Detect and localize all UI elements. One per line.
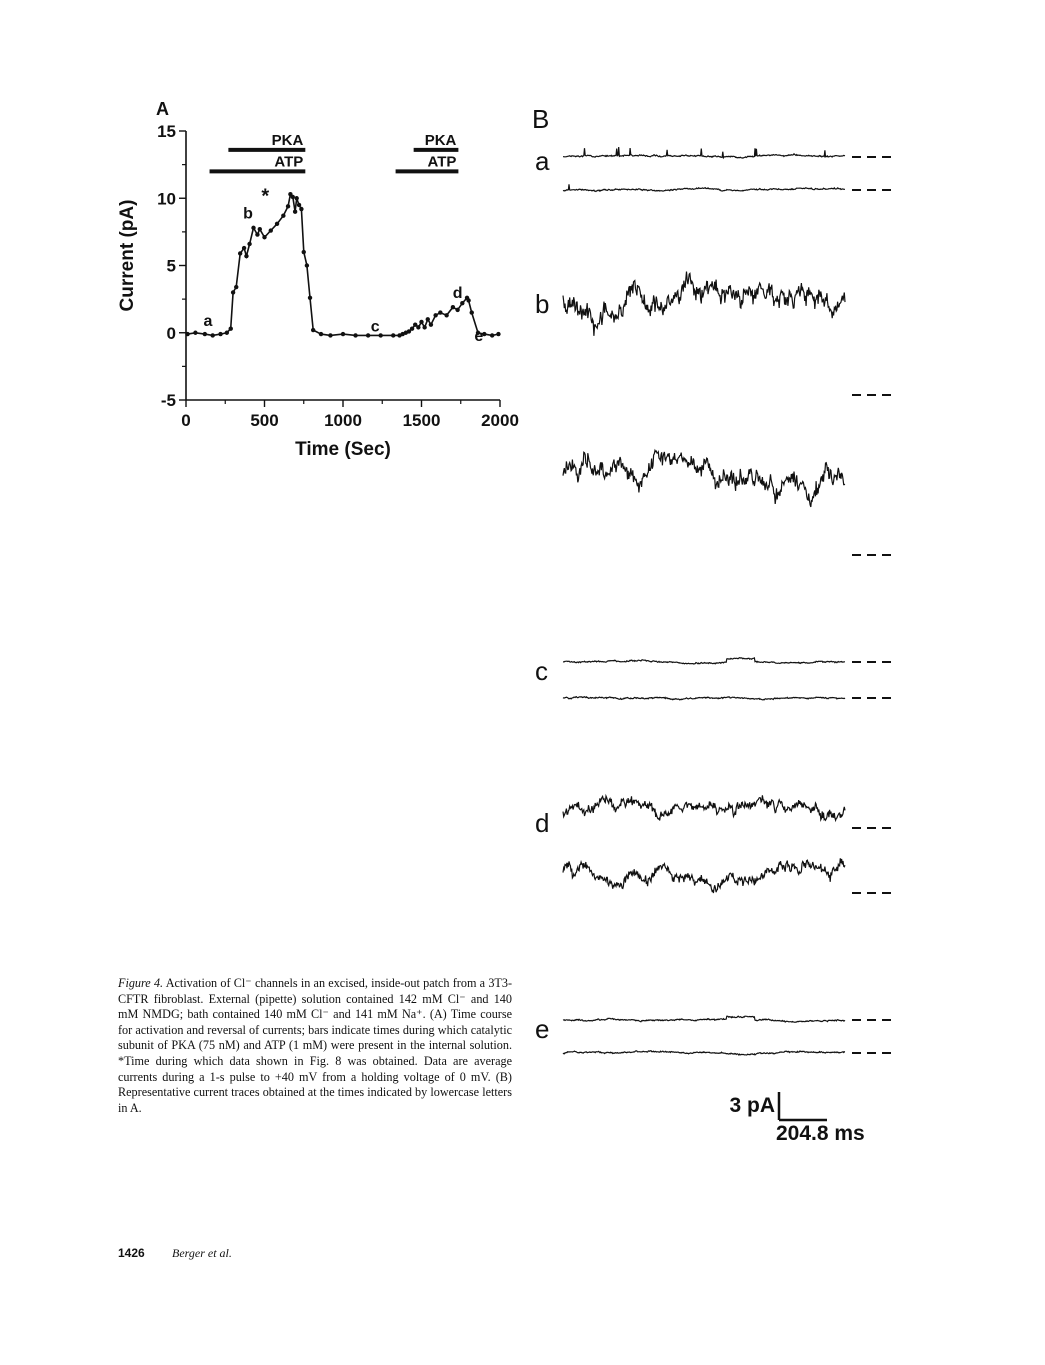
trace-group-label-c: c <box>535 656 548 686</box>
y-tick-label: 0 <box>166 323 176 343</box>
trace-group-label-a: a <box>535 146 550 176</box>
time-point-label-b: b <box>243 205 253 223</box>
time-point-label-asterisk: * <box>261 185 270 208</box>
x-tick-label: 500 <box>250 411 279 430</box>
y-tick-label: 5 <box>166 256 176 276</box>
x-tick-label: 1500 <box>402 411 441 430</box>
trace-group-label-b: b <box>535 289 550 319</box>
x-tick-label: 1000 <box>324 411 362 430</box>
y-tick-label: 15 <box>157 122 176 141</box>
current-trace <box>563 450 845 507</box>
figure-label: Figure 4. <box>118 976 164 990</box>
treatment-label-atp: ATP <box>427 153 457 171</box>
current-trace <box>563 147 845 158</box>
trace-group-label-d: d <box>535 808 550 838</box>
current-trace <box>563 184 845 191</box>
time-point-label-d: d <box>452 284 463 302</box>
current-trace <box>563 272 845 336</box>
time-point-label-a: a <box>203 313 213 331</box>
caption-text: Activation of Cl⁻ channels in an excised, inside-out patch from a 3T3-CFTR fibroblast. External (pipette) solution contained 142 mM Cl⁻ and 140 mM NMDG; bath contained 140 mM Cl⁻ and 141 mM Na⁺. (A) Time course for activation and reversal of currents; bars indicate times during which catalytic subunit of PKA (75 nM) and ATP (1 mM) were present in the internal solution. *Time during which data shown in Fig. 8 was obtained. Data are average currents during a 1-s pulse to +40 mV from a holding voltage of 0 mV. (B) Representative current traces obtained at the times indicated by lowercase letters in A. <box>118 976 513 1115</box>
trace-group-label-e: e <box>535 1014 550 1044</box>
scale-bar-time-label: 204.8 ms <box>776 1122 865 1145</box>
current-trace <box>563 658 845 664</box>
y-tick-label: -5 <box>160 391 176 410</box>
y-tick-label: 10 <box>157 189 176 209</box>
treatment-label-pka: PKA <box>424 131 457 149</box>
panel-b-label: B <box>532 104 550 134</box>
panel-a-label: A <box>156 99 169 119</box>
time-point-label-c: c <box>370 318 380 336</box>
x-tick-label: 2000 <box>481 411 519 430</box>
figure-caption <box>118 976 512 1116</box>
current-trace <box>563 1051 845 1055</box>
current-trace <box>563 795 845 820</box>
x-axis-title: Time (Sec) <box>295 439 391 460</box>
scale-bar-current-label: 3 pA <box>729 1094 775 1117</box>
treatment-label-pka: PKA <box>271 131 304 149</box>
time-point-label-e: e <box>474 327 484 345</box>
x-tick-label: 0 <box>181 411 191 430</box>
current-trace <box>563 858 845 893</box>
current-trace <box>563 697 845 700</box>
current-trace <box>563 1016 845 1022</box>
y-axis-title: Current (pA) <box>117 199 138 312</box>
treatment-label-atp: ATP <box>274 153 304 171</box>
running-authors: Berger et al. <box>172 1246 232 1260</box>
page-number: 1426 <box>118 1246 145 1260</box>
